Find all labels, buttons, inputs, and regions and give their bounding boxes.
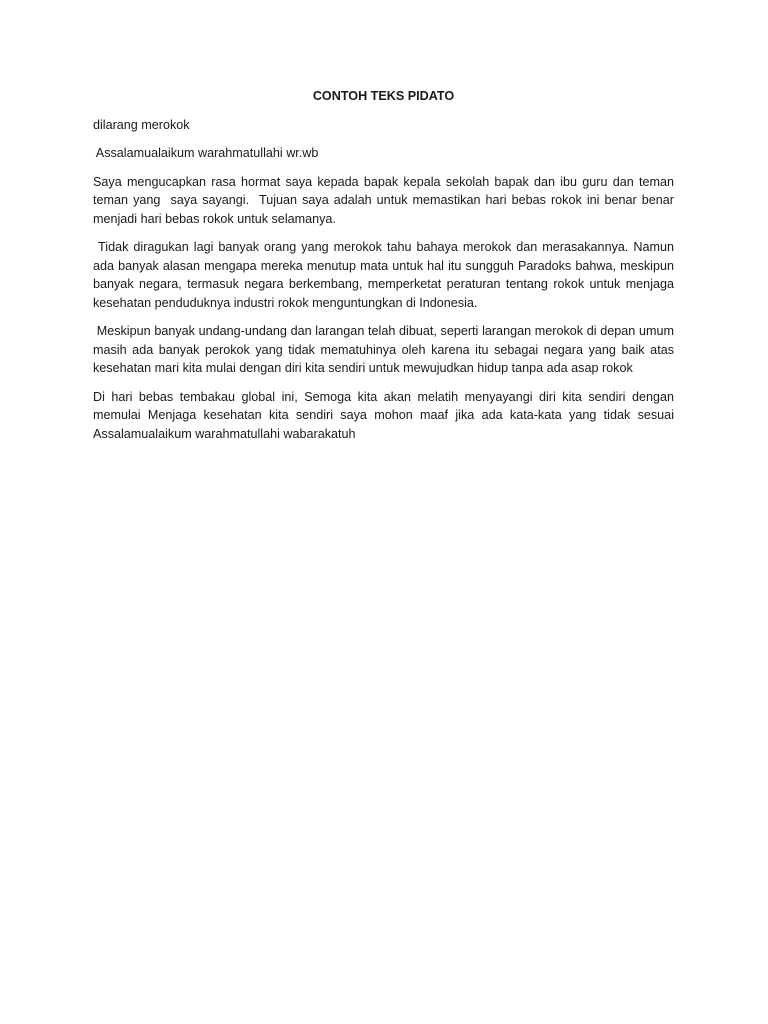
paragraph-closing: Di hari bebas tembakau global ini, Semoga kita akan melatih menyayangi diri kita sendiri dengan memulai Menjaga kesehatan kita sendiri saya mohon maaf jika ada kata-kata yang tidak sesuai Assalamualaikum warahmatullahi wabarakatuh [93, 389, 678, 441]
document-body [93, 87, 678, 453]
paragraph-regulations: Meskipun banyak undang-undang dan larangan telah dibuat, seperti larangan merokok di depan umum masih ada banyak perokok yang tidak mematuhinya oleh karena itu sebagai negara yang baik atas kesehatan mari kita mulai dengan diri kita sendiri untuk mewujudkan hidup tanpa ada asap rokok [93, 324, 678, 375]
paragraph-smoking-danger: Tidak diragukan lagi banyak orang yang merokok tahu bahaya merokok dan merasakannya. Namun ada banyak alasan mengapa mereka menutup mata untuk hal itu sungguh Paradoks bahwa, meskipun banyak negara, termasuk negara berkembang, memperketat peraturan tentang rokok untuk menjaga kesehatan penduduknya industri rokok menguntungkan di Indonesia. [93, 240, 678, 310]
document-title: CONTOH TEKS PIDATO [312, 89, 455, 103]
greeting-line: Assalamualaikum warahmatullahi wr.wb [93, 146, 319, 160]
document-subtitle: dilarang merokok [93, 117, 190, 132]
paragraph-opening: Saya mengucapkan rasa hormat saya kepada bapak kepala sekolah bapak dan ibu guru dan teman teman yang saya sayangi. Tujuan saya adalah untuk memastikan hari bebas rokok ini benar benar menjadi hari bebas rokok untuk selamanya. [93, 174, 678, 226]
